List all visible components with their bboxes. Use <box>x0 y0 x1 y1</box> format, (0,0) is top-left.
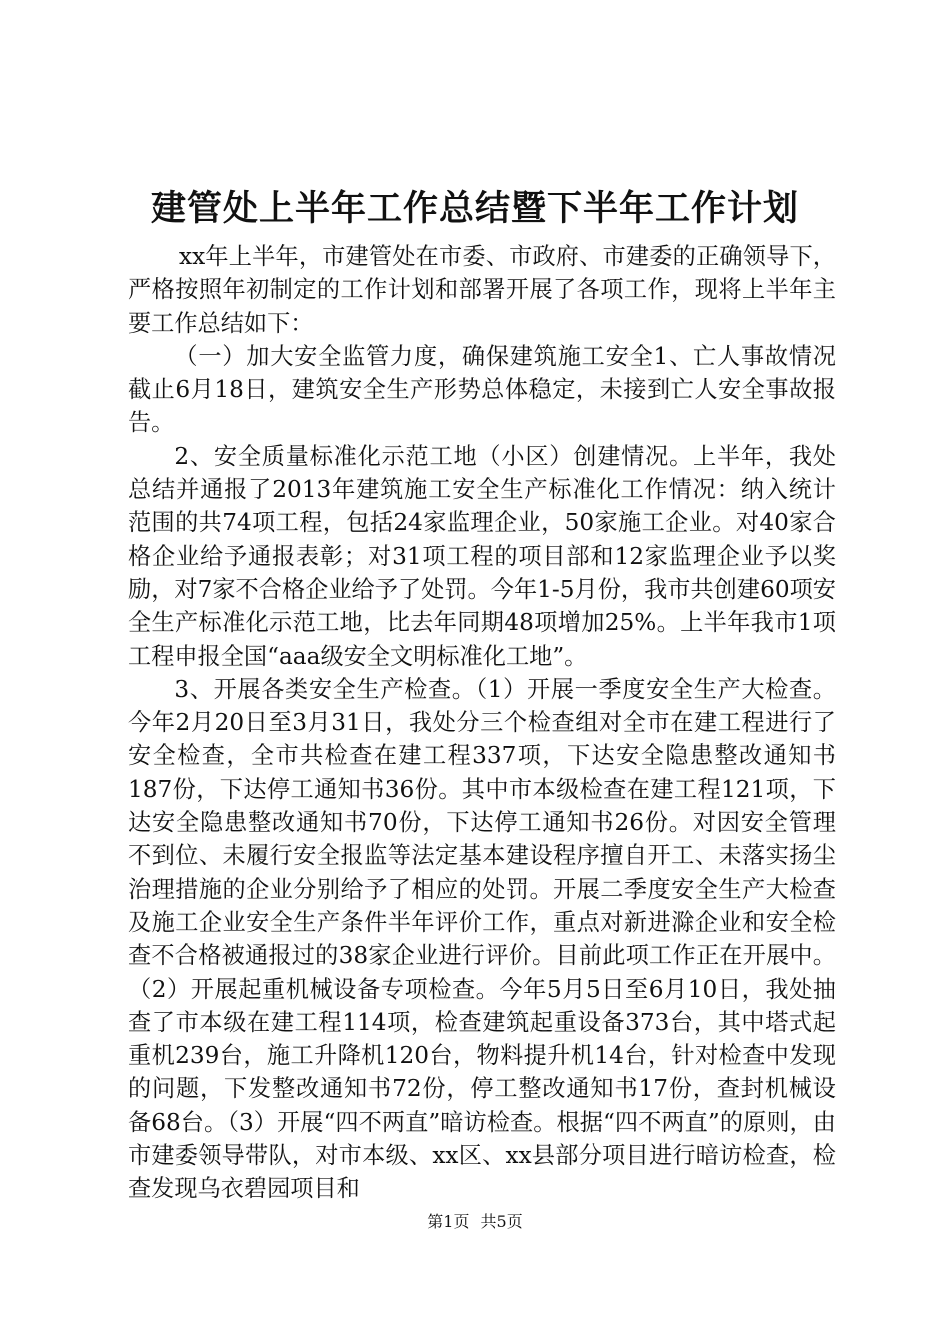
paragraph-section-3: 3、开展各类安全生产检查。（1）开展一季度安全生产大检查。今年2月20日至3月31日，我处分三个检查组对全市在建工程进行了安全检查，全市共检查在建工程337项，下达安全隐患整改通知书187份，下达停工通知书36份。其中市本级检查在建工程121项，下达安全隐患整改通知书70份，下达停工通知书26份。对因安全管理不到位、未履行安全报监等法定基本建设程序擅自开工、未落实扬尘治理措施的企业分别给予了相应的处罚。开展二季度安全生产大检查及施工企业安全生产条件半年评价工作，重点对新进滁企业和安全检查不合格被通报过的38家企业进行评价。目前此项工作正在开展中。（2）开展起重机械设备专项检查。今年5月5日至6月10日，我处抽查了市本级在建工程114项，检查建筑起重设备373台，其中塔式起重机239台，施工升降机120台，物料提升机14台，针对检查中发现的问题，下发整改通知书72份，停工整改通知书17份，查封机械设备68台。（3）开展“四不两直”暗访检查。根据“四不两直”的原则，由市建委领导带队，对市本级、xx区、xx县部分项目进行暗访检查，检查发现乌衣碧园项目和 <box>128 675 836 1203</box>
page-footer <box>0 1212 950 1232</box>
paragraph-section-1: （一）加大安全监管力度，确保建筑施工安全1、亡人事故情况截止6月18日，建筑安全生产形势总体稳定，未接到亡人安全事故报告。 <box>128 342 836 437</box>
document-body <box>128 240 836 1206</box>
page-number: 第1页 <box>427 1212 470 1231</box>
page-total: 共5页 <box>480 1212 523 1231</box>
paragraph-section-2: 2、安全质量标准化示范工地（小区）创建情况。上半年，我处总结并通报了2013年建筑施工安全生产标准化工作情况：纳入统计范围的共74项工程，包括24家监理企业，50家施工企业。对40家合格企业给予通报表彰；对31项工程的项目部和12家监理企业予以奖励，对7家不合格企业给予了处罚。今年1-5月份，我市共创建60项安全生产标准化示范工地，比去年同期48项增加25%。上半年我市1项工程申报全国“aaa级安全文明标准化工地”。 <box>128 442 836 670</box>
document-title: 建管处上半年工作总结暨下半年工作计划 <box>150 188 799 229</box>
paragraph-intro: xx年上半年，市建管处在市委、市政府、市建委的正确领导下，严格按照年初制定的工作计划和部署开展了各项工作，现将上半年主要工作总结如下： <box>128 243 836 337</box>
